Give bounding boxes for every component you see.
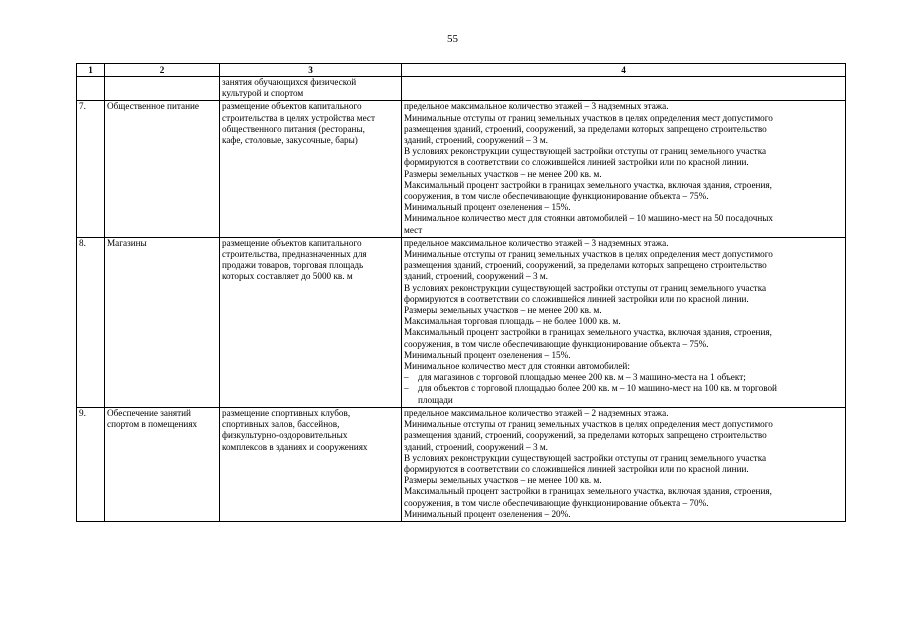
use-type-description-cell	[220, 237, 402, 407]
parameter-line: размещения зданий, строений, сооружений, за пределами которых запрещено строительство	[404, 123, 767, 134]
regulations-table	[76, 63, 846, 522]
parameter-line: Минимальное количество мест для стоянки автомобилей – 10 машино-мест на 50 посадочных	[404, 213, 774, 224]
column-header-1: 1	[77, 64, 105, 77]
row-number-cell: 9.	[77, 407, 105, 521]
parameter-line: формируются в соответствии со сложившейся линией застройки или по красной линии.	[404, 293, 749, 304]
parameter-line: Минимальный процент озеленения – 20%.	[404, 508, 571, 519]
column-header-2: 2	[105, 64, 220, 77]
parameter-line: зданий, строений, сооружений – 3 м.	[404, 135, 548, 146]
use-type-description-cell	[220, 101, 402, 237]
parameter-line: Размеры земельных участков – не менее 100 кв. м.	[404, 475, 602, 486]
parameter-line: Минимальные отступы от границ земельных участков в целях определения мест допустимого	[404, 249, 773, 260]
table-row	[77, 237, 846, 407]
parameter-line: сооружения, в том числе обеспечивающие функционирование объекта – 75%.	[404, 338, 709, 349]
row-number-cell: 8.	[77, 237, 105, 407]
description-line: физкультурно-оздоровительных	[222, 430, 348, 441]
continuation-row	[77, 77, 846, 101]
continuation-name-cell	[105, 77, 220, 101]
use-type-name-cell	[105, 407, 220, 521]
parameter-line: предельное максимальное количество этажей – 2 надземных этажа.	[404, 407, 669, 418]
description-line: размещение объектов капитального	[222, 101, 362, 112]
parameters-cell	[402, 407, 846, 521]
use-type-name-line: Общественное питание	[107, 101, 200, 112]
parameter-line: размещения зданий, строений, сооружений, за пределами которых запрещено строительство	[404, 430, 767, 441]
description-line: комплексов в зданиях и сооружениях	[222, 441, 368, 452]
continuation-description-cell	[220, 77, 402, 101]
description-line: спортивных залов, бассейнов,	[222, 419, 340, 430]
dash-list-item	[404, 395, 843, 406]
parameter-line: Размеры земельных участков – не менее 200 кв. м.	[404, 305, 602, 316]
description-line: общественного питания (рестораны,	[222, 123, 365, 134]
parameter-line: Максимальная торговая площадь – не более 1000 кв. м.	[404, 316, 621, 327]
column-header-4: 4	[402, 64, 846, 77]
parameter-line: Максимальный процент застройки в границах земельного участка, включая здания, строения,	[404, 327, 772, 338]
parameter-line: Максимальный процент застройки в границах земельного участка, включая здания, строения,	[404, 486, 772, 497]
description-line: продажи товаров, торговая площадь	[222, 260, 364, 271]
parameter-line: Максимальный процент застройки в границах земельного участка, включая здания, строения,	[404, 179, 772, 190]
parameter-line: Минимальное количество мест для стоянки автомобилей:	[404, 361, 630, 372]
parameter-line: предельное максимальное количество этажей – 3 надземных этажа.	[404, 101, 669, 112]
parameter-line: Минимальный процент озеленения – 15%.	[404, 202, 571, 213]
table-row	[77, 407, 846, 521]
parameter-line: сооружения, в том числе обеспечивающие функционирование объекта – 70%.	[404, 497, 709, 508]
parameters-cell	[402, 101, 846, 237]
parameters-cell	[402, 237, 846, 407]
parameter-line: В условиях реконструкции существующей застройки отступы от границ земельного участка	[404, 146, 767, 157]
dash-item-text: для магазинов с торговой площадью менее 200 кв. м – 3 машино-места на 1 объект;	[418, 372, 746, 383]
description-line: кафе, столовые, закусочные, бары)	[222, 135, 358, 146]
parameter-line: Минимальный процент озеленения – 15%.	[404, 349, 571, 360]
dash-item-text: для объектов с торговой площадью более 200 кв. м – 10 машино-мест на 100 кв. м торговой	[418, 383, 777, 394]
dash-list-item	[404, 372, 843, 383]
use-type-name-cell	[105, 101, 220, 237]
use-type-name-line: спортом в помещениях	[107, 419, 198, 430]
table-header-row	[77, 64, 846, 77]
use-type-name-line: Обеспечение занятий	[107, 407, 191, 418]
column-header-3: 3	[220, 64, 402, 77]
use-type-name-cell	[105, 237, 220, 407]
page-number: 55	[447, 33, 458, 45]
description-line: размещение объектов капитального	[222, 237, 362, 248]
parameter-line: сооружения, в том числе обеспечивающие функционирование объекта – 75%.	[404, 191, 709, 202]
parameter-line: зданий, строений, сооружений – 3 м.	[404, 441, 548, 452]
parameter-line: размещения зданий, строений, сооружений, за пределами которых запрещено строительство	[404, 260, 767, 271]
parameter-line: Минимальные отступы от границ земельных участков в целях определения мест допустимого	[404, 419, 773, 430]
continuation-text-line: культурой и спортом	[222, 88, 304, 99]
continuation-num-cell	[77, 77, 105, 101]
dash-item-text: площади	[418, 394, 453, 405]
parameter-line: Минимальные отступы от границ земельных участков в целях определения мест допустимого	[404, 112, 773, 123]
parameter-line: предельное максимальное количество этажей – 3 надземных этажа.	[404, 237, 669, 248]
continuation-text-line: занятия обучающихся физической	[222, 77, 357, 87]
dash-list-item	[404, 383, 843, 394]
description-line: строительства, предназначенных для	[222, 249, 367, 260]
description-line: строительства в целях устройства мест	[222, 112, 375, 123]
parameter-line: В условиях реконструкции существующей застройки отступы от границ земельного участка	[404, 452, 767, 463]
parameter-line: Размеры земельных участков – не менее 200 кв. м.	[404, 168, 602, 179]
dash-bullet: –	[404, 372, 409, 383]
parameter-line: мест	[404, 224, 423, 235]
row-number-cell: 7.	[77, 101, 105, 237]
use-type-name-line: Магазины	[107, 237, 147, 248]
parameter-line: зданий, строений, сооружений – 3 м.	[404, 271, 548, 282]
description-line: размещение спортивных клубов,	[222, 407, 351, 418]
parameter-line: В условиях реконструкции существующей застройки отступы от границ земельного участка	[404, 282, 767, 293]
table-row	[77, 101, 846, 237]
dash-bullet: –	[404, 383, 409, 394]
use-type-description-cell	[220, 407, 402, 521]
parameter-line: формируются в соответствии со сложившейся линией застройки или по красной линии.	[404, 157, 749, 168]
description-line: которых составляет до 5000 кв. м	[222, 271, 353, 282]
parameter-line: формируются в соответствии со сложившейся линией застройки или по красной линии.	[404, 463, 749, 474]
continuation-params-cell	[402, 77, 846, 101]
